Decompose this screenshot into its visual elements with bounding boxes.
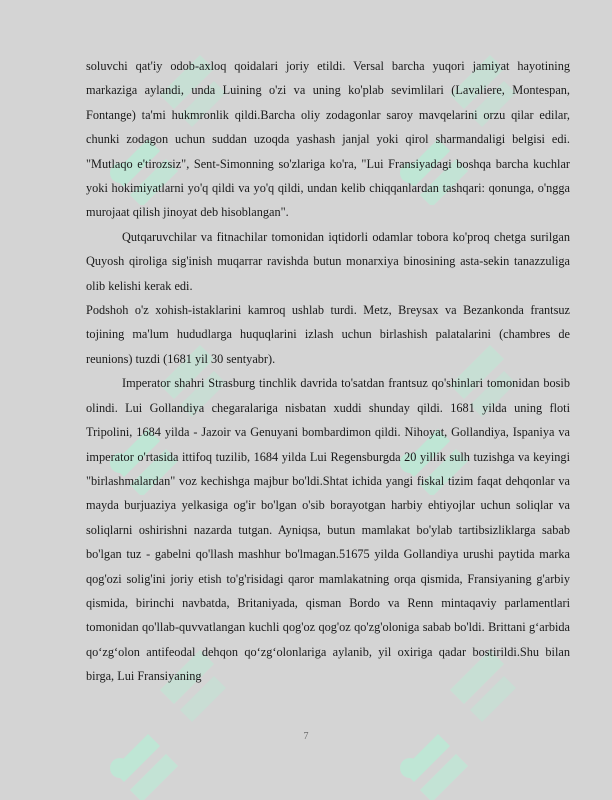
body-text: [86, 54, 570, 689]
paragraph: Podshoh o'z xohish-istaklarini kamroq ushlab turdi. Metz, Breysax va Bezankonda frantsuz tojining ma'lum hududlarga huquqlarini izlash uchun birlashish palatalarini (chambres de reunions) tuzdi (1681 yil 30 sentyabr).: [86, 303, 570, 366]
paragraph: Imperator shahri Strasburg tinchlik davrida to'satdan frantsuz qo'shinlari tomonidan bosib olindi. Lui Gollandiya chegaralariga nisbatan xuddi shunday qildi. 1681 yilda uning floti Tripolini, 1684 yilda - Jazoir va Genuyani bombardimon qildi. Nihoyat, Gollandiya, Ispaniya va imperator o'rtasida ittifoq tuzilib, 1684 yilda Lui Regensburgda 20 yillik sulh tuzishga va keyingi "birlashmalardan" voz kechishga majbur bo'ldi.Shtat ichida yangi fiskal tizim faqat dehqonlar va mayda burjuaziya yelkasiga og'ir bo'lgan o'sib borayotgan harbiy ehtiyojlar uchun soliqlar va soliqlarni oshirishni nazarda tutgan. Ayniqsa, butun mamlakat bo'ylab tartibsizliklarga sabab bo'lgan tuz - gabelni qo'llash mashhur bo'lmagan.51675 yilda Gollandiya urushi paytida marka qog'ozi solig'ini joriy etish to'g'risidagi qaror mamlakatning orqa qismida, Fransiyaning g'arbiy qismida, birinchi navbatda, Britaniyada, qisman Bordo va Renn mintaqaviy parlamentlari tomonidan qo'llab-quvvatlangan kuchli qog'oz qog'oz qo'zg'oloniga sabab bo'ldi. Brittani g‘arbida qo‘zg‘olon antifeodal dehqon qo‘zg‘olonlariga aylanib, yil oxiriga qadar bostirildi.Shu bilan birga, Lui Fransiyaning: [86, 376, 570, 684]
paragraph: soluvchi qat'iy odob-axloq qoidalari joriy etildi. Versal barcha yuqori jamiyat hayotining markaziga aylandi, unda Luining o'zi va uning ko'plab sevimlilari (Lavaliere, Montespan, Fontange) ta'mi hukmronlik qildi.Barcha oliy zodagonlar saroy mavqelarini orzu qilar edilar, chunki zodagon uchun suddan uzoqda yashash janjal yoki qirol sharmandaligi belgisi edi. "Mutlaqo e'tirozsiz", Sent-Simonning so'zlariga ko'ra, "Lui Fransiyadagi boshqa barcha kuchlar yoki hokimiyatlarni yo'q qildi va yo'q qildi, undan kelib chiqqanlardan tashqari: qonunga, o'ngga murojaat qilish jinoyat deb hisoblangan".: [86, 59, 570, 220]
paragraph: Qutqaruvchilar va fitnachilar tomonidan iqtidorli odamlar tobora ko'proq chetga surilgan Quyosh qiroliga sig'inish muqarrar ravishda butun monarxiya binosining asta-sekin tanazzuliga olib kelishi kerak edi.: [86, 229, 570, 293]
page-number: 7: [303, 731, 309, 742]
